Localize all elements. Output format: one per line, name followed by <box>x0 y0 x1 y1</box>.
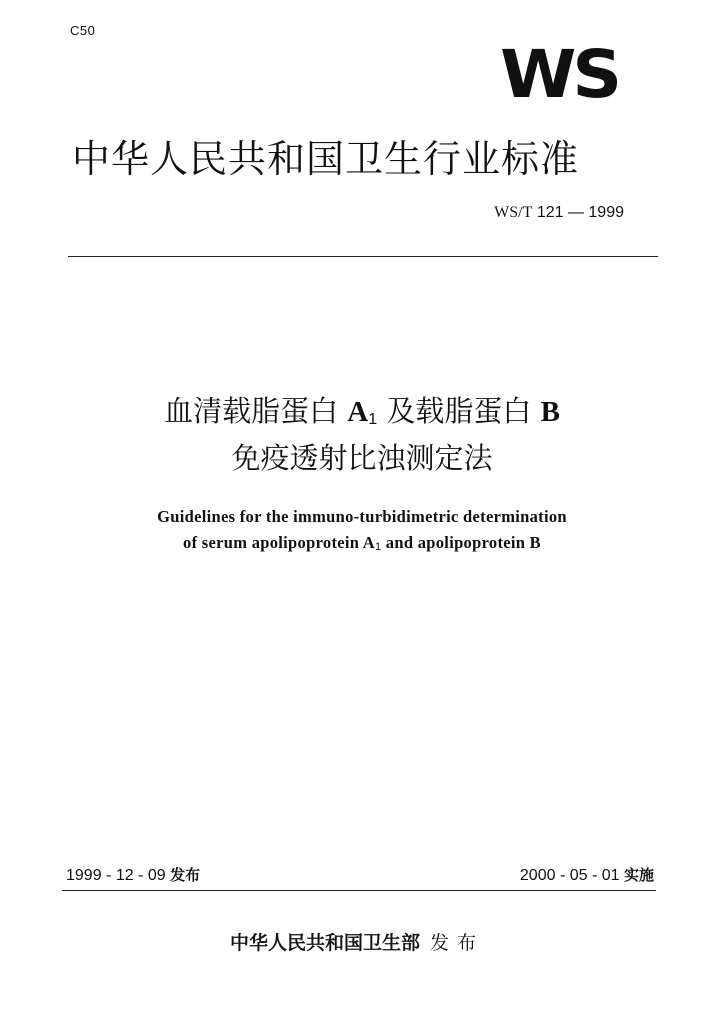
english-title-text: of serum apolipoprotein A <box>183 533 375 552</box>
title-subscript: 1 <box>368 411 378 428</box>
english-title-line-1: Guidelines for the immuno-turbidimetric determination <box>157 507 567 526</box>
english-title-text: and apolipoprotein B <box>381 533 541 552</box>
document-title-line-1 <box>62 391 662 440</box>
title-latin-a: A <box>347 396 369 428</box>
issue-date <box>66 864 200 885</box>
issuing-authority <box>230 928 484 955</box>
effective-date-value: 2000 - 05 - 01 <box>519 867 624 884</box>
bottom-divider <box>62 890 656 891</box>
effective-date <box>520 864 654 885</box>
ws-logo: WS <box>500 36 618 113</box>
issuer-name: 中华人民共和国卫生部 <box>230 932 421 954</box>
english-title-subscript: 1 <box>374 541 382 553</box>
title-text: 及载脂蛋白 <box>377 394 541 428</box>
standard-number <box>494 204 624 222</box>
title-latin-b: B <box>540 396 560 428</box>
organization-title: 中华人民共和国卫生行业标准 <box>72 137 580 181</box>
standard-code: 121 — 1999 <box>536 204 624 221</box>
classification-code: C50 <box>70 23 96 38</box>
document-title-line-2: 免疫透射比浊测定法 <box>231 441 493 475</box>
title-text: 血清载脂蛋白 <box>164 394 348 428</box>
issue-label: 发布 <box>170 866 201 884</box>
effective-label: 实施 <box>623 866 654 884</box>
top-divider <box>68 256 658 257</box>
issue-date-value: 1999 - 12 - 09 <box>66 867 171 884</box>
english-title-line-2 <box>62 533 662 553</box>
standard-prefix: WS/T <box>494 204 533 221</box>
issuer-action: 发布 <box>430 932 485 954</box>
